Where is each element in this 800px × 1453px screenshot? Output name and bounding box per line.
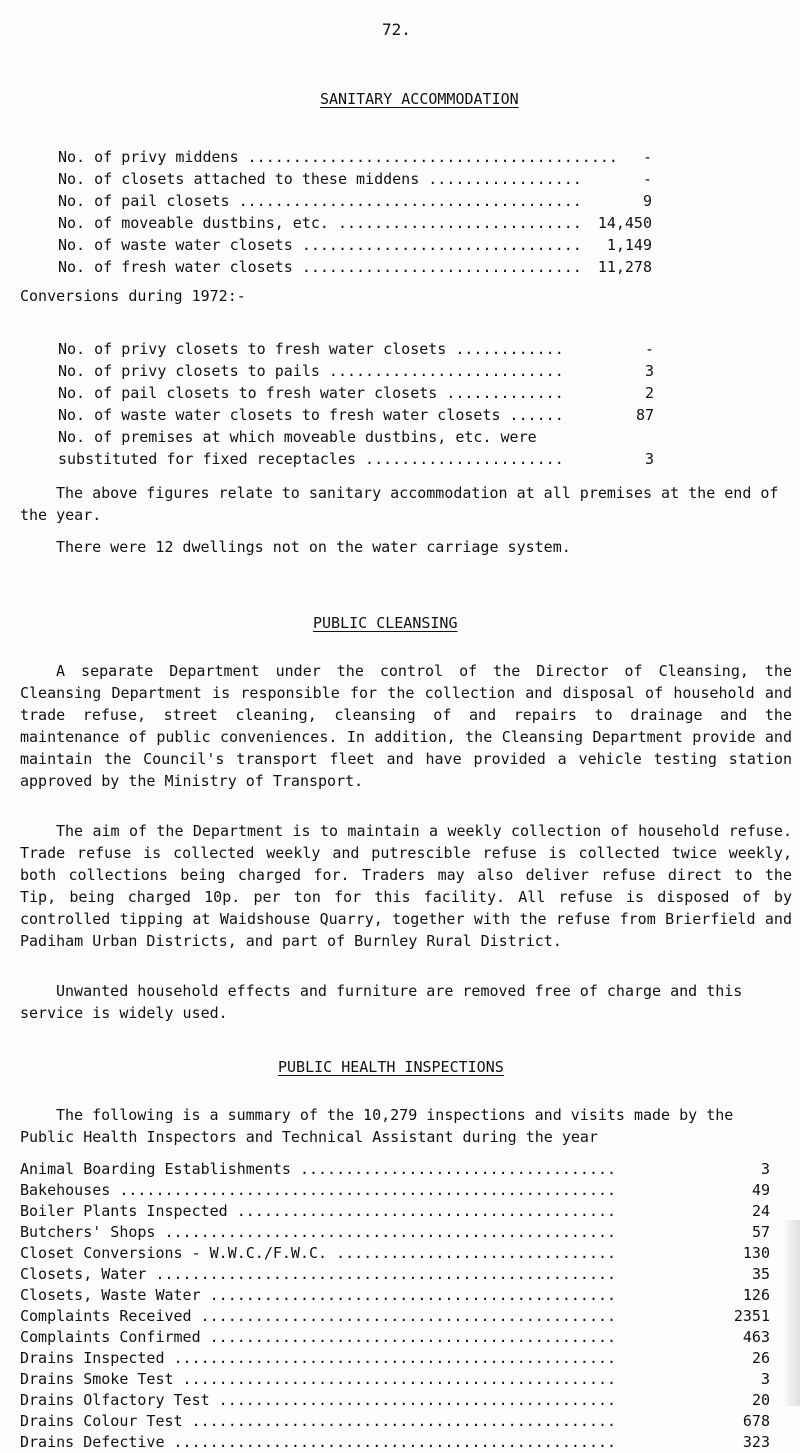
list-item [20, 1200, 770, 1222]
item-value: 463 [742, 1328, 770, 1346]
item-value: 323 [742, 1433, 770, 1451]
item-label: Drains Inspected ................................................. [20, 1349, 617, 1367]
sanitary-paragraph: The above figures relate to sanitary accommodation at all premises at the end of the year. [20, 484, 779, 524]
inspections-heading: PUBLIC HEALTH INSPECTIONS [278, 1058, 504, 1076]
list-item [58, 382, 654, 404]
item-value: 35 [751, 1265, 770, 1283]
item-value: 11,278 [597, 258, 652, 276]
item-label: No. of privy closets to fresh water closets ............ [58, 340, 564, 358]
list-item [20, 1158, 770, 1180]
list-item [20, 1305, 770, 1327]
item-value: 126 [742, 1286, 770, 1304]
list-item [20, 1179, 770, 1201]
item-label: Drains Colour Test ............................................... [20, 1412, 617, 1430]
list-item [58, 234, 652, 256]
item-label: Closet Conversions - W.W.C./F.W.C. ............................... [20, 1244, 617, 1262]
item-label: Drains Olfactory Test ............................................ [20, 1391, 617, 1409]
item-label: No. of premises at which moveable dustbins, etc. were [58, 428, 537, 446]
item-label: Bakehouses ....................................................... [20, 1181, 617, 1199]
list-item [58, 146, 652, 168]
list-item [20, 1410, 770, 1432]
list-item [20, 1347, 770, 1369]
list-item [20, 1368, 770, 1390]
item-value: 57 [751, 1223, 770, 1241]
list-item [58, 448, 654, 470]
item-label: Complaints Confirmed ............................................. [20, 1328, 617, 1346]
item-label: No. of privy closets to pails .......................... [58, 362, 564, 380]
item-value: 26 [751, 1349, 770, 1367]
list-item [20, 1242, 770, 1264]
list-item [58, 256, 652, 278]
list-item [58, 360, 654, 382]
item-value: 2 [644, 384, 654, 402]
list-item [58, 426, 654, 448]
item-value: - [642, 148, 652, 166]
item-value: 3 [760, 1370, 770, 1388]
item-label: No. of pail closets ...................................... [58, 192, 582, 210]
item-label: No. of waste water closets to fresh water closets ...... [58, 406, 564, 424]
item-value: 678 [742, 1412, 770, 1430]
list-item [58, 168, 652, 190]
item-label: No. of fresh water closets ............................... [58, 258, 582, 276]
conversions-heading: Conversions during 1972:- [20, 287, 246, 305]
item-label: Butchers' Shops .................................................. [20, 1223, 617, 1241]
list-item [20, 1221, 770, 1243]
item-label: No. of waste water closets ............................... [58, 236, 582, 254]
list-item [58, 190, 652, 212]
item-label: Animal Boarding Establishments ................................... [20, 1160, 617, 1178]
collection-paragraph: The aim of the Department is to maintain a weekly collection of household refuse. Trade refuse is collected weekly and putrescible refuse is collected twice weekly, both collections being charged for. Traders may also deliver refuse direct to the Tip, being charged 10p. per ton for this facility. All refuse is disposed of by controlled tipping at Waidshouse Quarry, together with the refuse from Brierfield and Padiham Urban Districts, and part of Burnley Rural District. [20, 822, 792, 950]
item-value: 14,450 [597, 214, 652, 232]
item-value: 24 [751, 1202, 770, 1220]
item-value: 20 [751, 1391, 770, 1409]
list-item [58, 212, 652, 234]
item-value: - [642, 170, 652, 188]
item-value: 3 [644, 450, 654, 468]
item-label: No. of privy middens ......................................... [58, 148, 618, 166]
item-label: No. of moveable dustbins, etc. ........................... [58, 214, 582, 232]
item-label: Boiler Plants Inspected .......................................... [20, 1202, 617, 1220]
list-item [20, 1389, 770, 1411]
inspections-intro: The following is a summary of the 10,279 inspections and visits made by the Public Health Inspectors and Technical Assistant during the year [20, 1106, 734, 1146]
item-label: Drains Smoke Test ................................................ [20, 1370, 617, 1388]
item-value: 130 [742, 1244, 770, 1262]
list-item [58, 404, 654, 426]
list-item [58, 338, 654, 360]
cleansing-paragraph: A separate Department under the control of the Director of Cleansing, the Cleansing Department is responsible for the collection and disposal of household and trade refuse, street cleaning, cleansing of and repairs to drainage and the maintenance of public conveniences. In addition, the Cleansing Department provide and maintain the Council's transport fleet and have provided a vehicle testing station approved by the Ministry of Transport. [20, 662, 792, 790]
list-item [20, 1326, 770, 1348]
item-label: substituted for fixed receptacles ...................... [58, 450, 564, 468]
item-label: No. of closets attached to these middens ................. [58, 170, 582, 188]
item-value: 3 [644, 362, 654, 380]
item-value: 9 [642, 192, 652, 210]
item-value: 87 [635, 406, 654, 424]
item-value: 49 [751, 1181, 770, 1199]
effects-paragraph: Unwanted household effects and furniture are removed free of charge and this service is widely used. [20, 982, 743, 1022]
item-label: Drains Defective ................................................. [20, 1433, 617, 1451]
page-number: 72. [382, 20, 411, 39]
item-value: 1,149 [606, 236, 652, 254]
list-item [20, 1431, 770, 1453]
dwellings-paragraph: There were 12 dwellings not on the water carriage system. [56, 538, 571, 556]
item-label: Closets, Water ................................................... [20, 1265, 617, 1283]
list-item [20, 1263, 770, 1285]
item-value: 3 [760, 1160, 770, 1178]
page-edge-shadow [782, 1220, 800, 1406]
item-value: - [644, 340, 654, 358]
item-value: 2351 [733, 1307, 770, 1325]
item-label: Closets, Waste Water ............................................. [20, 1286, 617, 1304]
item-label: No. of pail closets to fresh water closets ............. [58, 384, 564, 402]
item-label: Complaints Received .............................................. [20, 1307, 617, 1325]
sanitary-heading: SANITARY ACCOMMODATION [320, 90, 519, 108]
cleansing-heading: PUBLIC CLEANSING [313, 614, 458, 632]
list-item [20, 1284, 770, 1306]
